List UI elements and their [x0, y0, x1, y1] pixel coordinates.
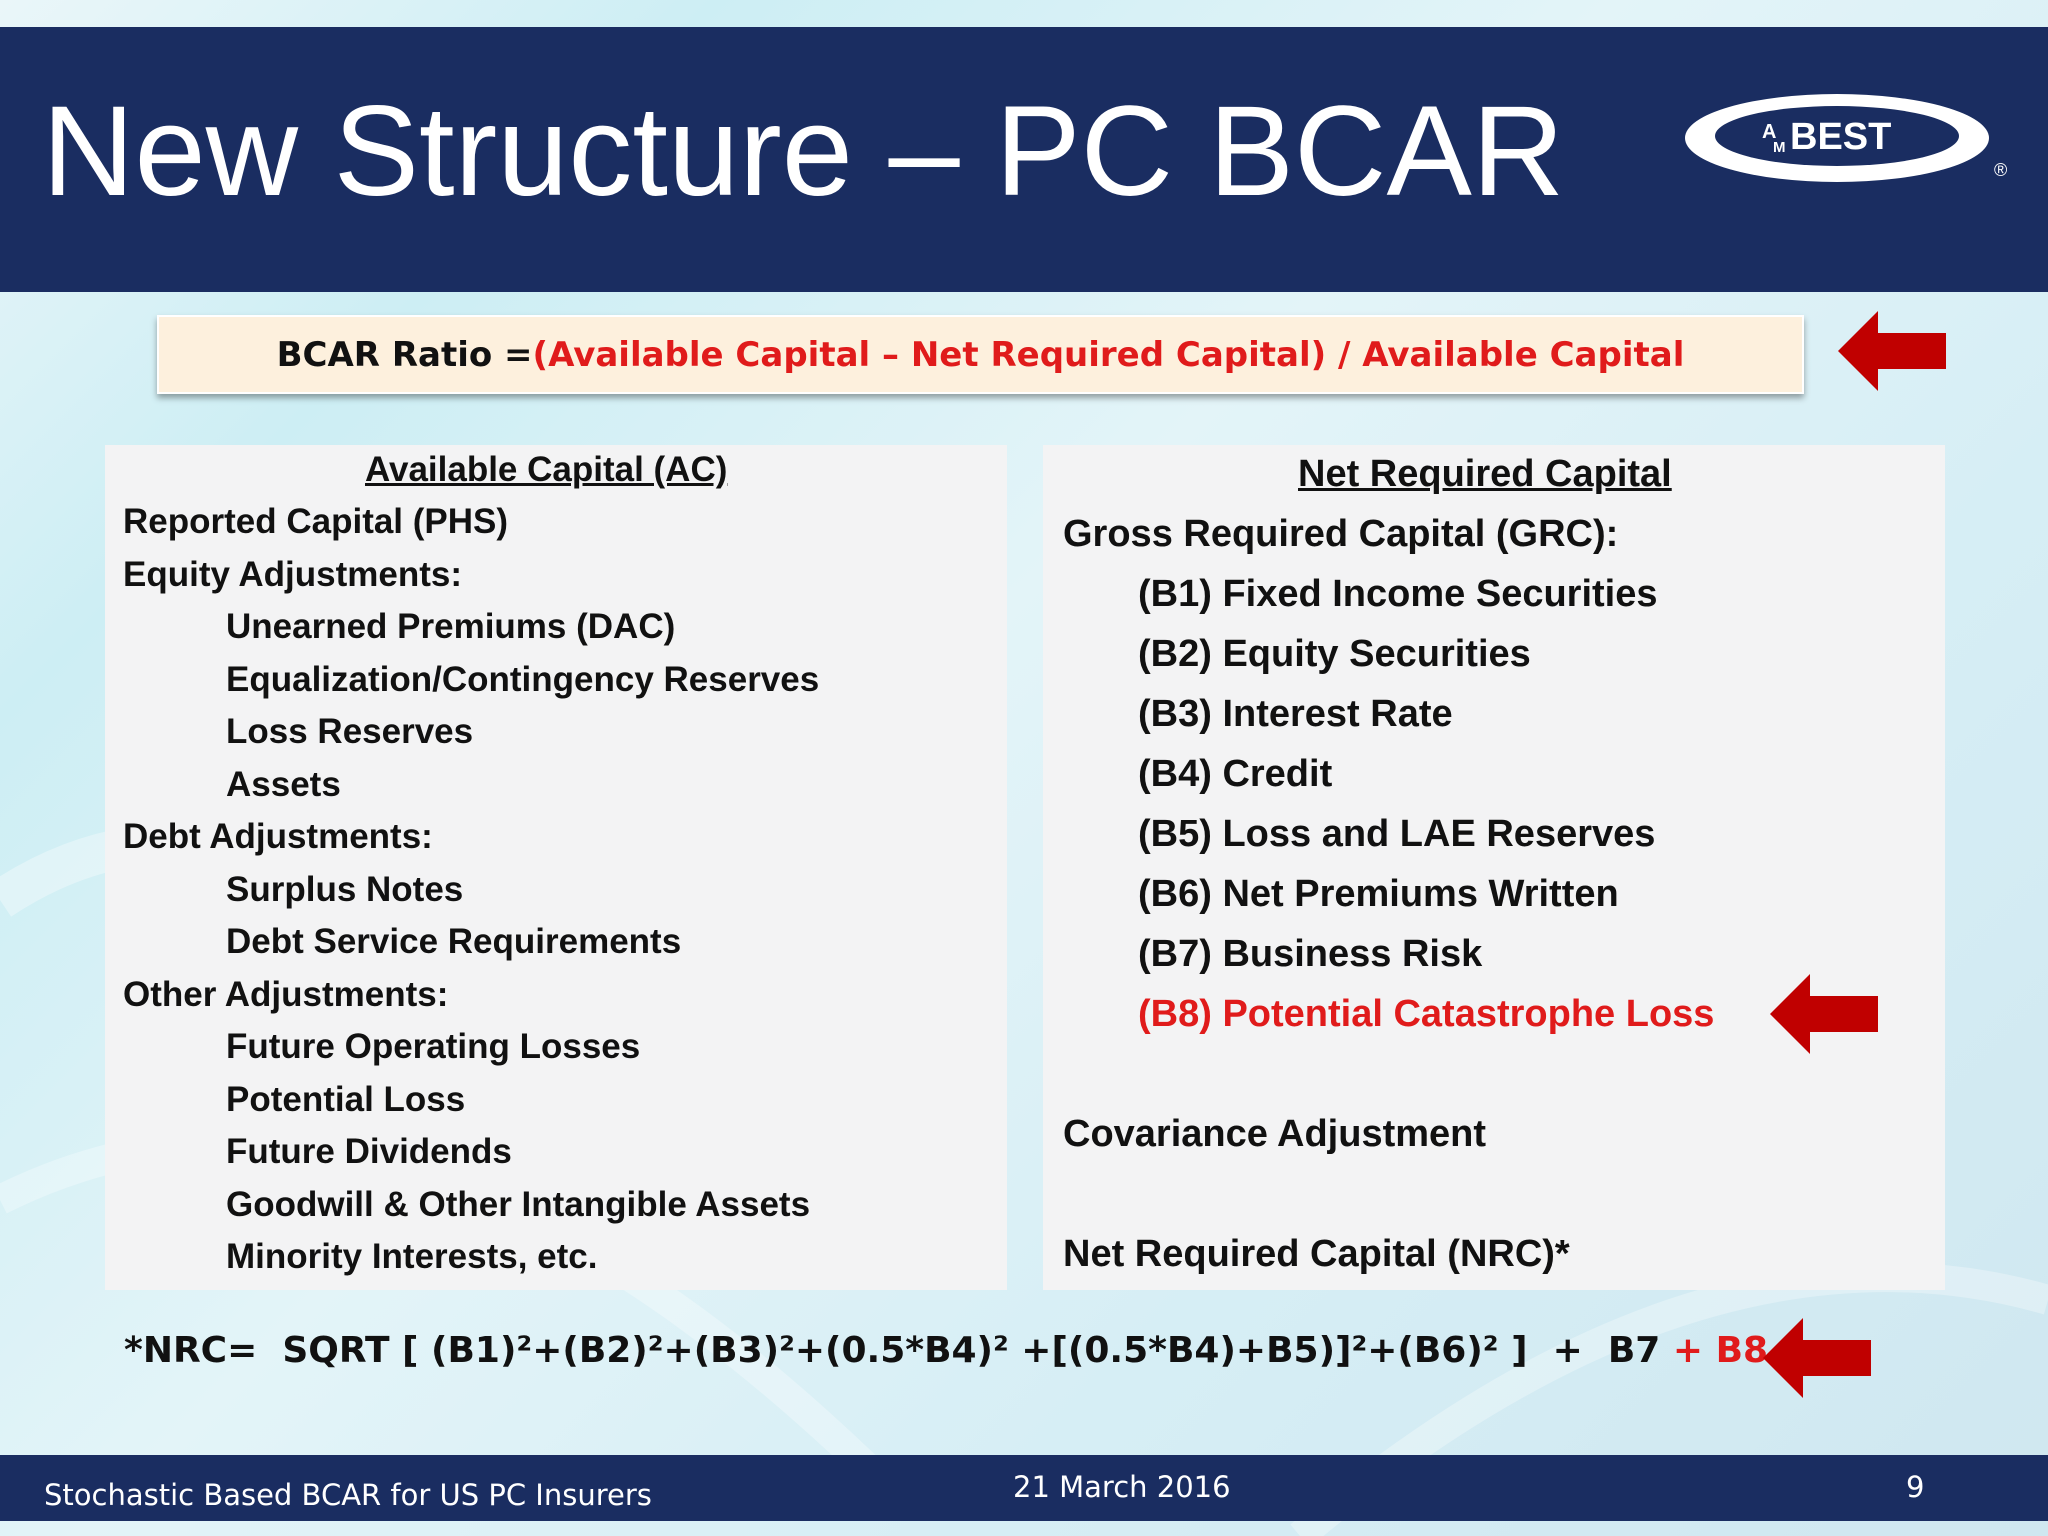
net-required-capital-panel [1043, 445, 1945, 1290]
arrow-left-icon [1770, 974, 1878, 1054]
component-item-highlight: (B8) Potential Catastrophe Loss [1138, 993, 1715, 1035]
available-capital-subitem: Future Dividends [226, 1132, 512, 1171]
footer-date: 21 March 2016 [1013, 1470, 1231, 1504]
available-capital-subitem: Debt Service Requirements [226, 922, 682, 961]
component-item: (B4) Credit [1138, 753, 1333, 795]
available-capital-subitem: Surplus Notes [226, 869, 464, 909]
arrow-left-icon [1763, 1318, 1871, 1398]
available-capital-category: Other Adjustments: [123, 974, 449, 1014]
am-best-logo [1682, 92, 2012, 188]
component-item: (B3) Interest Rate [1138, 693, 1453, 735]
footer-page-number: 9 [1906, 1470, 1925, 1504]
nrc-label: Net Required Capital (NRC)* [1063, 1233, 1570, 1275]
nrc-formula [124, 1330, 1768, 1371]
footer-presentation-title: Stochastic Based BCAR for US PC Insurers [44, 1478, 652, 1512]
arrow-left-icon [1838, 311, 1946, 391]
logo-text: BEST [1790, 116, 1892, 158]
available-capital-subitem: Goodwill & Other Intangible Assets [226, 1184, 811, 1224]
component-item: (B5) Loss and LAE Reserves [1138, 813, 1656, 855]
nrc-formula-main: *NRC= SQRT [ (B1)²+(B2)²+(B3)²+(0.5*B4)² +[(0.5*B4)+B5)]²+(B6)² ] + B7 [124, 1330, 1673, 1371]
component-item: (B1) Fixed Income Securities [1138, 573, 1658, 615]
logo-subscript: M [1773, 139, 1786, 156]
ratio-label: BCAR Ratio = [276, 334, 533, 375]
available-capital-category: Reported Capital (PHS) [123, 502, 509, 541]
logo-registered: ® [1994, 160, 2008, 180]
available-capital-subitem: Potential Loss [226, 1079, 466, 1119]
gross-required-capital-label: Gross Required Capital (GRC): [1063, 513, 1619, 555]
available-capital-panel [105, 445, 1007, 1290]
component-item: (B6) Net Premiums Written [1138, 873, 1619, 915]
covariance-adjustment-label: Covariance Adjustment [1063, 1113, 1487, 1155]
available-capital-category: Debt Adjustments: [123, 817, 433, 856]
bcar-ratio-box [157, 315, 1804, 394]
available-capital-heading: Available Capital (AC) [365, 450, 728, 489]
nrc-formula-b8: + B8 [1672, 1330, 1769, 1371]
available-capital-category: Equity Adjustments: [123, 554, 462, 594]
available-capital-subitem: Minority Interests, etc. [226, 1237, 598, 1276]
available-capital-subitem: Unearned Premiums (DAC) [226, 607, 676, 646]
available-capital-subitem: Equalization/Contingency Reserves [226, 659, 820, 699]
ratio-formula: (Available Capital – Net Required Capital) / Available Capital [532, 334, 1685, 375]
slide-title: New Structure – PC BCAR [42, 80, 1565, 223]
component-item: (B7) Business Risk [1138, 933, 1483, 975]
available-capital-subitem: Loss Reserves [226, 712, 474, 751]
available-capital-subitem: Assets [226, 764, 341, 804]
component-item: (B2) Equity Securities [1138, 633, 1531, 675]
net-required-capital-heading: Net Required Capital [1298, 453, 1672, 495]
logo-superscript: A [1762, 121, 1777, 143]
available-capital-subitem: Future Operating Losses [226, 1027, 641, 1066]
